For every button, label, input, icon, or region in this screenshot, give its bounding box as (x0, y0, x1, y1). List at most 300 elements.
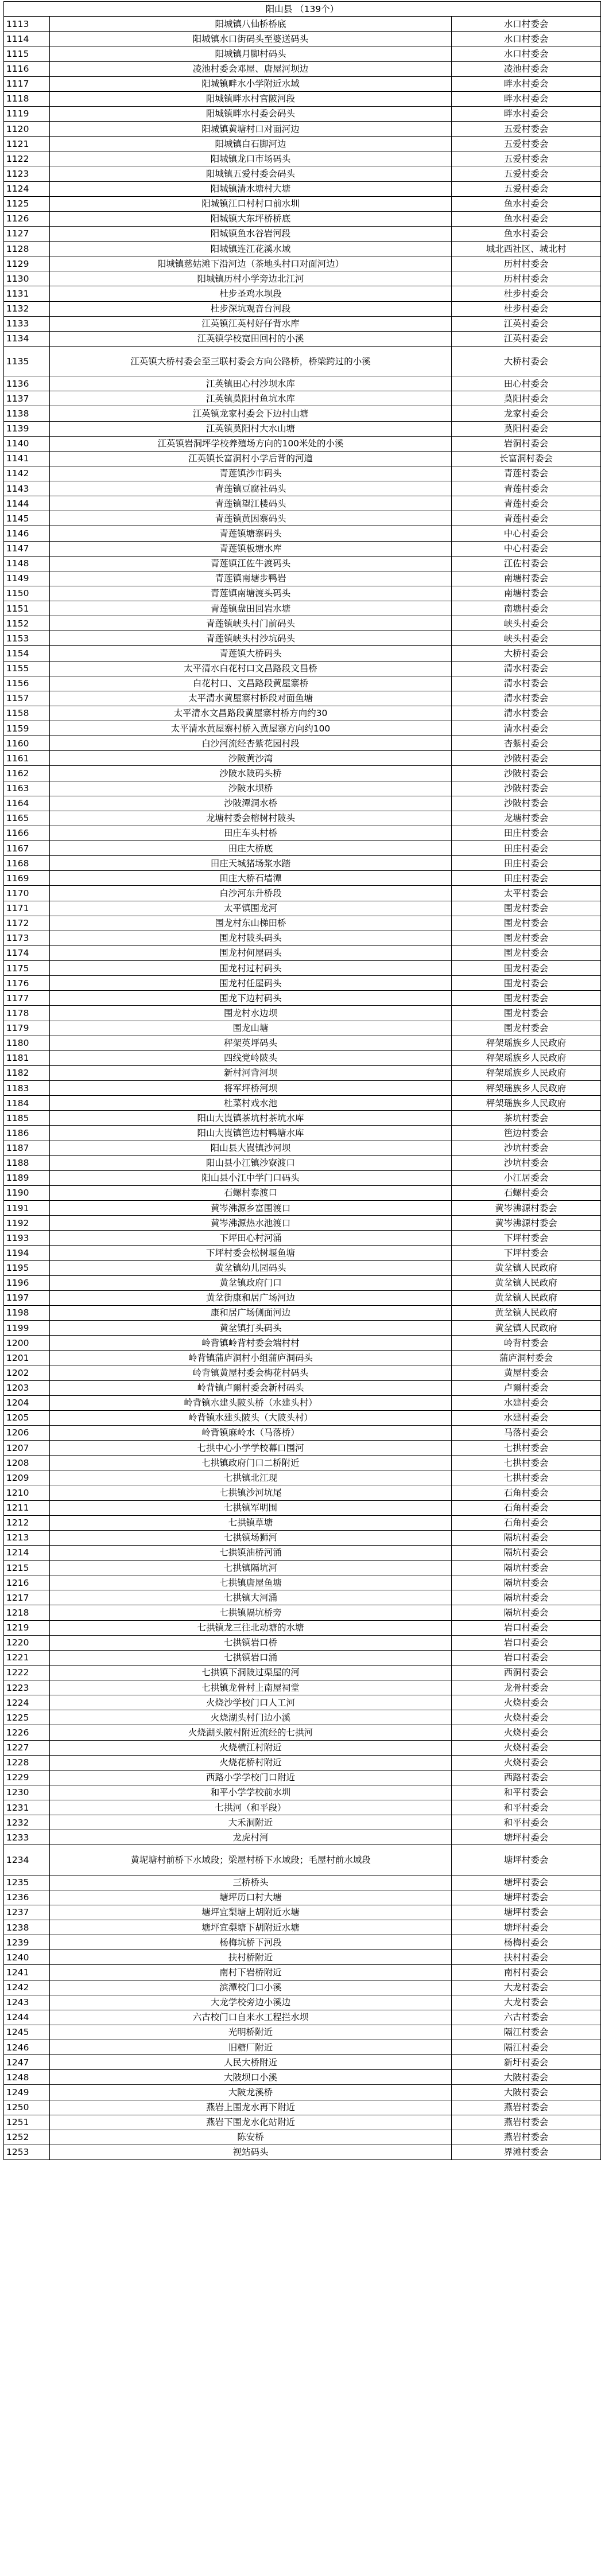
row-number: 1142 (4, 466, 50, 481)
table-row (4, 166, 601, 181)
row-number: 1246 (4, 2040, 50, 2055)
table-row (4, 301, 601, 316)
table-row (4, 1155, 601, 1170)
table-row (4, 1920, 601, 1935)
village-committee: 清水村委会 (452, 721, 601, 736)
table-row (4, 226, 601, 241)
location-name: 陈安桥 (50, 2130, 452, 2145)
village-committee: 龙塘村委会 (452, 811, 601, 826)
table-row (4, 1785, 601, 1800)
row-number: 1184 (4, 1096, 50, 1111)
village-committee: 沙坑村委会 (452, 1155, 601, 1170)
village-committee: 清水村委会 (452, 691, 601, 706)
location-name: 太平清水文昌路段黄屋寨村桥方向约30 (50, 706, 452, 721)
location-name: 围龙山塘 (50, 1021, 452, 1036)
table-row (4, 631, 601, 646)
row-number: 1117 (4, 76, 50, 91)
village-committee: 水口村委会 (452, 32, 601, 46)
location-name: 燕岩上围龙水再下附近 (50, 2100, 452, 2115)
table-row (4, 76, 601, 91)
village-committee: 围龙村委会 (452, 931, 601, 945)
location-name: 火烧花桥村附近 (50, 1755, 452, 1770)
row-number: 1149 (4, 571, 50, 586)
row-number: 1166 (4, 826, 50, 840)
location-name: 七拱镇岩口涌 (50, 1650, 452, 1665)
row-number: 1247 (4, 2055, 50, 2070)
location-name: 阳城镇月脚村码头 (50, 46, 452, 61)
table-row (4, 331, 601, 346)
location-name: 阳山县大崀镇沙河坝 (50, 1141, 452, 1155)
village-committee: 围龙村委会 (452, 961, 601, 976)
village-committee: 江佐村委会 (452, 556, 601, 571)
location-name: 将军坪桥河坝 (50, 1081, 452, 1096)
table-row (4, 961, 601, 976)
location-name: 人民大桥附近 (50, 2055, 452, 2070)
row-number: 1244 (4, 2010, 50, 2025)
location-name: 阳城镇黄塘村口对面河边 (50, 122, 452, 137)
location-name: 太平镇围龙河 (50, 901, 452, 916)
row-number: 1163 (4, 781, 50, 796)
table-row (4, 1665, 601, 1680)
row-number: 1126 (4, 211, 50, 226)
location-name: 七拱镇沙河坑尾 (50, 1485, 452, 1500)
location-name: 田庄天城猪场浆水踏 (50, 856, 452, 871)
location-name: 太平清水黄屋寨村桥入黄屋寨方向约100 (50, 721, 452, 736)
row-number: 1251 (4, 2115, 50, 2130)
table-row (4, 436, 601, 451)
table-row (4, 1905, 601, 1920)
village-committee: 七拱村委会 (452, 1456, 601, 1470)
row-number: 1175 (4, 961, 50, 976)
row-number: 1208 (4, 1456, 50, 1470)
location-name: 七拱镇场狮河 (50, 1530, 452, 1545)
village-committee: 南塘村委会 (452, 601, 601, 616)
table-row (4, 1830, 601, 1845)
row-number: 1219 (4, 1620, 50, 1635)
row-number: 1187 (4, 1141, 50, 1155)
village-committee: 和平村委会 (452, 1785, 601, 1800)
table-row (4, 871, 601, 886)
location-name: 下坪村委会松树堰鱼塘 (50, 1246, 452, 1260)
table-row (4, 901, 601, 916)
village-committee: 峡头村委会 (452, 616, 601, 631)
village-committee: 清水村委会 (452, 661, 601, 676)
row-number: 1196 (4, 1275, 50, 1290)
table-row (4, 1561, 601, 1575)
table-row (4, 676, 601, 691)
location-name: 塘坪宜梨塘下胡附近水塘 (50, 1920, 452, 1935)
location-name: 围龙村任屋码头 (50, 976, 452, 991)
location-name: 大禾洞附近 (50, 1815, 452, 1830)
location-name: 塘坪历口村大塘 (50, 1890, 452, 1905)
row-number: 1189 (4, 1170, 50, 1185)
location-name: 阳城镇畔水村官陂河段 (50, 91, 452, 106)
table-row (4, 1351, 601, 1365)
table-row (4, 2010, 601, 2025)
village-committee: 隔江村委会 (452, 2040, 601, 2055)
table-row (4, 122, 601, 137)
location-name: 青莲镇峡头村门前码头 (50, 616, 452, 631)
table-row (4, 691, 601, 706)
table-row (4, 1740, 601, 1755)
table-row (4, 1980, 601, 1995)
table-row (4, 106, 601, 121)
row-number: 1238 (4, 1920, 50, 1935)
row-number: 1220 (4, 1635, 50, 1650)
table-row (4, 1216, 601, 1231)
location-name: 江英镇田心村沙坝水库 (50, 376, 452, 391)
row-number: 1124 (4, 181, 50, 196)
location-name: 黄坌镇幼儿园码头 (50, 1260, 452, 1275)
table-row (4, 286, 601, 301)
table-row (4, 1965, 601, 1980)
village-committee: 太平村委会 (452, 886, 601, 901)
table-row (4, 1845, 601, 1875)
row-number: 1139 (4, 421, 50, 436)
village-committee: 火烧村委会 (452, 1725, 601, 1740)
village-committee: 六古村委会 (452, 2010, 601, 2025)
row-number: 1134 (4, 331, 50, 346)
village-committee: 沙坑村委会 (452, 1141, 601, 1155)
village-committee: 燕岩村委会 (452, 2115, 601, 2130)
village-committee: 水建村委会 (452, 1410, 601, 1425)
table-row (4, 1096, 601, 1111)
row-number: 1217 (4, 1590, 50, 1605)
village-committee: 江英村委会 (452, 316, 601, 331)
village-committee: 青莲村委会 (452, 466, 601, 481)
village-committee: 凌池村委会 (452, 61, 601, 76)
location-name: 七拱镇政府门口二桥附近 (50, 1456, 452, 1470)
village-committee: 燕岩村委会 (452, 2130, 601, 2145)
location-name: 江英镇学校宽田回村的小溪 (50, 331, 452, 346)
village-committee: 秤架瑶族乡人民政府 (452, 1050, 601, 1065)
table-row (4, 406, 601, 421)
row-number: 1224 (4, 1695, 50, 1710)
village-committee: 蒲庐洞村委会 (452, 1351, 601, 1365)
table-row (4, 826, 601, 840)
village-committee: 五爱村委会 (452, 181, 601, 196)
village-committee: 大龙村委会 (452, 1995, 601, 2010)
location-name: 和平小学学校前水圳 (50, 1785, 452, 1800)
location-name: 阳山县小江镇沙寮渡口 (50, 1155, 452, 1170)
location-name: 青莲镇豆腐社码头 (50, 481, 452, 496)
table-row (4, 2115, 601, 2130)
location-name: 阳城镇鱼水谷岩河段 (50, 226, 452, 241)
location-name: 七拱河（和平段） (50, 1800, 452, 1815)
village-committee: 岩口村委会 (452, 1635, 601, 1650)
table-row (4, 61, 601, 76)
location-name: 青莲镇峡头村沙坑码头 (50, 631, 452, 646)
location-name: 江英镇长富洞村小学后背的河道 (50, 451, 452, 466)
row-number: 1214 (4, 1545, 50, 1560)
table-row (4, 1395, 601, 1410)
village-committee: 下坪村委会 (452, 1246, 601, 1260)
village-committee: 五爱村委会 (452, 166, 601, 181)
location-name: 七拱镇隔坑桥旁 (50, 1605, 452, 1620)
location-name: 江英镇大桥村委会至三联村委会方向公路桥，桥梁跨过的小溪 (50, 346, 452, 376)
location-name: 围龙村何屋码头 (50, 945, 452, 960)
row-number: 1136 (4, 376, 50, 391)
table-row (4, 181, 601, 196)
location-name: 滨潭校门口小溪 (50, 1980, 452, 1995)
table-row (4, 916, 601, 931)
village-committee: 隔坑村委会 (452, 1545, 601, 1560)
location-name: 燕岩下围龙水化站附近 (50, 2115, 452, 2130)
location-name: 田庄车头村桥 (50, 826, 452, 840)
row-number: 1190 (4, 1185, 50, 1200)
table-row (4, 1336, 601, 1351)
row-number: 1147 (4, 541, 50, 556)
location-name: 阳城镇江口村村口前水圳 (50, 196, 452, 211)
row-number: 1191 (4, 1201, 50, 1216)
village-committee: 黄岑沸源村委会 (452, 1216, 601, 1231)
table-row (4, 1800, 601, 1815)
row-number: 1194 (4, 1246, 50, 1260)
table-row (4, 1275, 601, 1290)
village-committee: 围龙村委会 (452, 901, 601, 916)
village-committee: 中心村委会 (452, 526, 601, 541)
row-number: 1173 (4, 931, 50, 945)
location-name: 岭背镇黄屋村委会梅花村码头 (50, 1365, 452, 1380)
location-name: 黄岑沸源乡富围渡口 (50, 1201, 452, 1216)
table-row (4, 1246, 601, 1260)
village-committee: 青莲村委会 (452, 511, 601, 526)
village-committee: 塘坪村委会 (452, 1830, 601, 1845)
location-name: 黄坌街康和居广场河边 (50, 1290, 452, 1305)
table-row (4, 646, 601, 661)
table-row (4, 721, 601, 736)
village-committee: 田庄村委会 (452, 871, 601, 886)
location-name: 秤架英坪码头 (50, 1036, 452, 1050)
row-number: 1253 (4, 2145, 50, 2159)
row-number: 1132 (4, 301, 50, 316)
village-committee: 田庄村委会 (452, 826, 601, 840)
village-committee: 隔坑村委会 (452, 1605, 601, 1620)
table-row (4, 1305, 601, 1320)
row-number: 1152 (4, 616, 50, 631)
row-number: 1116 (4, 61, 50, 76)
village-committee: 黄坌镇人民政府 (452, 1260, 601, 1275)
row-number: 1113 (4, 17, 50, 32)
row-number: 1150 (4, 586, 50, 601)
village-committee: 清水村委会 (452, 706, 601, 721)
village-committee: 青莲村委会 (452, 481, 601, 496)
village-committee: 岩洞村委会 (452, 436, 601, 451)
village-committee: 岩口村委会 (452, 1650, 601, 1665)
row-number: 1176 (4, 976, 50, 991)
table-row (4, 1065, 601, 1080)
location-name: 阳城镇五爱村委会码头 (50, 166, 452, 181)
row-number: 1230 (4, 1785, 50, 1800)
village-committee: 石角村委会 (452, 1500, 601, 1515)
table-row (4, 1530, 601, 1545)
table-row (4, 1620, 601, 1635)
location-name: 白沙河东升桥段 (50, 886, 452, 901)
table-row (4, 1290, 601, 1305)
table-row (4, 346, 601, 376)
location-name: 围龙下边村码头 (50, 991, 452, 1006)
location-name: 阳山大崀镇茶坑村茶坑水库 (50, 1111, 452, 1126)
location-name: 光明桥附近 (50, 2025, 452, 2040)
location-name: 阳城镇清水塘村大塘 (50, 181, 452, 196)
table-row (4, 17, 601, 32)
location-name: 太平清水白花村口文昌路段文昌桥 (50, 661, 452, 676)
village-committee: 隔坑村委会 (452, 1575, 601, 1590)
village-committee: 下坪村委会 (452, 1231, 601, 1246)
village-committee: 黄坌镇人民政府 (452, 1321, 601, 1336)
location-name: 新村河背河坝 (50, 1065, 452, 1080)
location-name: 岭背镇水建头陂头桥（水建头村） (50, 1395, 452, 1410)
row-number: 1188 (4, 1155, 50, 1170)
location-name: 青莲镇塘寨码头 (50, 526, 452, 541)
row-number: 1162 (4, 766, 50, 781)
table-row (4, 601, 601, 616)
location-name: 七拱镇大河涌 (50, 1590, 452, 1605)
table-row (4, 1680, 601, 1695)
row-number: 1143 (4, 481, 50, 496)
row-number: 1128 (4, 242, 50, 256)
row-number: 1141 (4, 451, 50, 466)
table-row (4, 46, 601, 61)
table-row (4, 2085, 601, 2100)
data-table-sheet (3, 1, 600, 2575)
table-row (4, 2025, 601, 2040)
village-committee: 水口村委会 (452, 17, 601, 32)
table-row (4, 151, 601, 166)
village-committee: 石螺村委会 (452, 1185, 601, 1200)
row-number: 1120 (4, 122, 50, 137)
village-committee: 隔江村委会 (452, 2025, 601, 2040)
table-row (4, 1260, 601, 1275)
location-name: 七拱镇隔坑河 (50, 1561, 452, 1575)
row-number: 1180 (4, 1036, 50, 1050)
table-row (4, 976, 601, 991)
village-committee: 水建村委会 (452, 1395, 601, 1410)
row-number: 1119 (4, 106, 50, 121)
row-number: 1179 (4, 1021, 50, 1036)
row-number: 1231 (4, 1800, 50, 1815)
table-row (4, 1815, 601, 1830)
table-row (4, 1995, 601, 2010)
row-number: 1249 (4, 2085, 50, 2100)
row-number: 1129 (4, 256, 50, 271)
village-committee: 鱼水村委会 (452, 196, 601, 211)
row-number: 1118 (4, 91, 50, 106)
table-row (4, 1515, 601, 1530)
row-number: 1127 (4, 226, 50, 241)
table-row (4, 945, 601, 960)
location-name: 大陂坝口小溪 (50, 2070, 452, 2085)
village-committee: 南村村委会 (452, 1965, 601, 1980)
village-committee: 莫阳村委会 (452, 421, 601, 436)
village-committee: 茶坑村委会 (452, 1111, 601, 1126)
table-row (4, 991, 601, 1006)
row-number: 1159 (4, 721, 50, 736)
village-committee: 峡头村委会 (452, 631, 601, 646)
row-number: 1178 (4, 1006, 50, 1021)
row-number: 1228 (4, 1755, 50, 1770)
village-committee: 塘坪村委会 (452, 1905, 601, 1920)
row-number: 1252 (4, 2130, 50, 2145)
location-name: 七拱镇龙骨村上南屋祠堂 (50, 1680, 452, 1695)
village-committee: 长富洞村委会 (452, 451, 601, 466)
location-name: 七拱镇下洞陂过渠屋的河 (50, 1665, 452, 1680)
location-name: 江英镇岩洞坪学校养殖场方向的100米处的小溪 (50, 436, 452, 451)
row-number: 1169 (4, 871, 50, 886)
table-title: 阳山县 （139个） (4, 2, 601, 17)
row-number: 1125 (4, 196, 50, 211)
village-committee: 畔水村委会 (452, 76, 601, 91)
table-row (4, 481, 601, 496)
table-row (4, 1081, 601, 1096)
row-number: 1115 (4, 46, 50, 61)
location-name: 江英镇莫阳村鱼坑水库 (50, 391, 452, 406)
village-committee: 塘坪村委会 (452, 1890, 601, 1905)
location-name: 杨梅坑桥下河段 (50, 1935, 452, 1950)
row-number: 1170 (4, 886, 50, 901)
village-committee: 秤架瑶族乡人民政府 (452, 1065, 601, 1080)
village-committee: 西路村委会 (452, 1770, 601, 1785)
table-row (4, 391, 601, 406)
table-row (4, 1725, 601, 1740)
row-number: 1221 (4, 1650, 50, 1665)
row-number: 1226 (4, 1725, 50, 1740)
table-row (4, 2145, 601, 2159)
location-name: 大陂龙溪桥 (50, 2085, 452, 2100)
location-name: 岭背镇蒲庐洞村小组蒲庐洞码头 (50, 1351, 452, 1365)
table-row (4, 841, 601, 856)
row-number: 1146 (4, 526, 50, 541)
table-row (4, 571, 601, 586)
row-number: 1156 (4, 676, 50, 691)
village-committee: 杨梅村委会 (452, 1935, 601, 1950)
table-row (4, 781, 601, 796)
village-committee: 青莲村委会 (452, 496, 601, 511)
table-row (4, 1485, 601, 1500)
row-number: 1213 (4, 1530, 50, 1545)
village-committee: 田庄村委会 (452, 841, 601, 856)
location-name: 青莲镇大桥码头 (50, 646, 452, 661)
location-name: 围龙村陂头码头 (50, 931, 452, 945)
location-name: 大龙学校旁边小溪边 (50, 1995, 452, 2010)
location-name: 围龙村东山梯田桥 (50, 916, 452, 931)
village-committee: 扶村村委会 (452, 1950, 601, 1965)
village-committee: 七拱村委会 (452, 1441, 601, 1456)
table-row (4, 1170, 601, 1185)
location-name: 七拱镇草塘 (50, 1515, 452, 1530)
row-number: 1233 (4, 1830, 50, 1845)
location-name: 围龙村过村码头 (50, 961, 452, 976)
village-committee: 西洞村委会 (452, 1665, 601, 1680)
location-name: 阳山大崀镇笆边村鸭塘水库 (50, 1126, 452, 1141)
row-number: 1130 (4, 271, 50, 286)
location-name: 阳城镇大东坪桥桥底 (50, 211, 452, 226)
row-number: 1171 (4, 901, 50, 916)
location-name: 白沙河流经杏紫花园村段 (50, 736, 452, 751)
data-table (3, 1, 601, 2160)
row-number: 1161 (4, 751, 50, 766)
location-name: 七拱镇油桥河涌 (50, 1545, 452, 1560)
row-number: 1157 (4, 691, 50, 706)
table-row (4, 421, 601, 436)
row-number: 1131 (4, 286, 50, 301)
table-row (4, 616, 601, 631)
location-name: 视站码头 (50, 2145, 452, 2159)
location-name: 江英镇龙家村委会下边村山塘 (50, 406, 452, 421)
table-row (4, 1590, 601, 1605)
table-row (4, 496, 601, 511)
row-number: 1145 (4, 511, 50, 526)
